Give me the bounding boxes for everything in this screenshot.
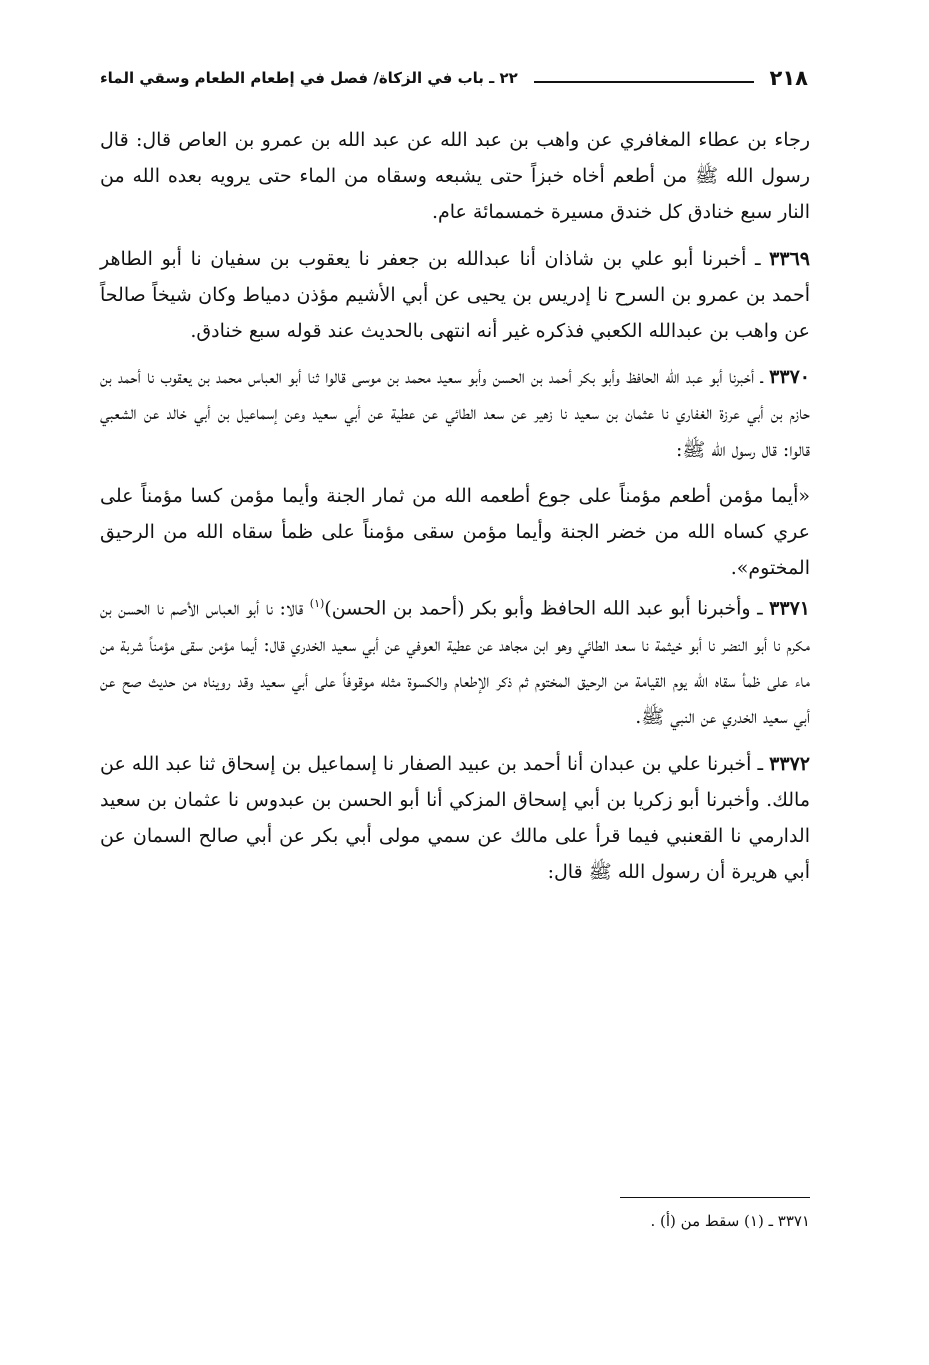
- hadith-number: ٣٣٧٠: [769, 366, 810, 389]
- hadith-3369: [100, 241, 810, 350]
- page-number: ٢١٨: [769, 66, 808, 90]
- hadith-3371: [100, 586, 810, 735]
- footnote-marker: (١): [309, 597, 325, 611]
- paragraph-text: «أيما مؤمن أطعم مؤمناً على جوع أطعمه الله من ثمار الجنة وأيما مؤمن كسا مؤمناً على عري كساه الله من خضر الجنة وأيما مؤمن سقى مؤمناً على ظمأ سقاه الله من الرحيق المختوم».: [100, 484, 810, 580]
- header-rule: [534, 81, 754, 83]
- paragraph-text: ـ أخبرنا علي بن عبدان أنا أحمد بن عبيد الصفار نا إسماعيل بن إسحاق ثنا عبد الله عن مالك. وأخبرنا أبو زكريا بن أبي إسحاق المزكي أنا أبو الحسن بن عبدوس نا عثمان بن سعيد الدارمي نا القعنبي فيما قرأ على مالك عن سمي مولى أبي بكر عن أبي صالح السمان عن أبي هريرة أن رسول الله ﷺ قال:: [100, 752, 810, 884]
- paragraph-text: رجاء بن عطاء المغافري عن واهب بن عبد الله عن عبد الله بن عمرو بن العاص قال: قال رسول الله ﷺ من أطعم أخاه خبزاً حتى يشبعه وسقاه من الماء حتى يرويه بعده الله من النار سبع خنادق كل خندق مسيرة خمسمائة عام.: [100, 129, 811, 224]
- footnote-separator: [620, 1197, 810, 1198]
- paragraph-text: ـ وأخبرنا أبو عبد الله الحافظ وأبو بكر (أحمد بن الحسن): [324, 597, 770, 620]
- paragraph-text: ـ أخبرنا أبو عبد الله الحافظ وأبو بكر أحمد بن الحسن وأبو سعيد محمد بن موسى قالوا ثنا أبو العباس محمد بن يعقوب نا أحمد بن حازم بن أبي عرزة الغفاري نا عثمان بن سعيد نا زهير عن سعد الطائي عن عطية عن أبي سعيد وعن إسماعيل بن أبي خالد عن الشعبي قالوا: قال رسول الله ﷺ:: [100, 366, 810, 461]
- page-header: [100, 62, 810, 94]
- main-text: [100, 122, 810, 900]
- hadith-number: ٣٣٧١: [769, 597, 810, 620]
- paragraph-continuation: [100, 122, 810, 231]
- hadith-number: ٣٣٧٢: [769, 752, 810, 775]
- hadith-3370: [100, 359, 810, 468]
- running-title: ٢٢ ـ باب في الزكاة/ فصل في إطعام الطعام وسقي الماء: [100, 69, 518, 87]
- hadith-3372: [100, 746, 810, 891]
- hadith-quote: [100, 478, 810, 587]
- footnote: ٣٣٧١ ـ (١) سقط من (أ) .: [650, 1212, 810, 1230]
- paragraph-text-continued: قالا: نا أبو العباس الأصم نا الحسن بن مكرم نا أبو النضر نا أبو خيثمة نا سعد الطائي وهو ابن مجاهد عن عطية العوفي عن أبي سعيد الخدري قال: أيما مؤمن سقى مؤمناً شربة من ماء على ظمأ سقاه الله يوم القيامة من الرحيق المختوم ثم ذكر الإطعام والكسوة مثله موقوفاً على أبي سعيد وقد رويناه من حديث صح عن أبي سعيد الخدري عن النبي ﷺ.: [100, 597, 810, 729]
- paragraph-text: ـ أخبرنا أبو علي بن شاذان أنا عبدالله بن جعفر نا يعقوب بن سفيان نا أبو الطاهر أحمد بن عمرو بن السرح نا إدريس بن يحيى عن أبي الأشيم مؤذن دمياط وكان شيخاً صالحاً عن واهب بن عبدالله الكعبي فذكره غير أنه انتهى بالحديث عند قوله سبع خنادق.: [100, 247, 810, 343]
- hadith-number: ٣٣٦٩: [769, 247, 810, 270]
